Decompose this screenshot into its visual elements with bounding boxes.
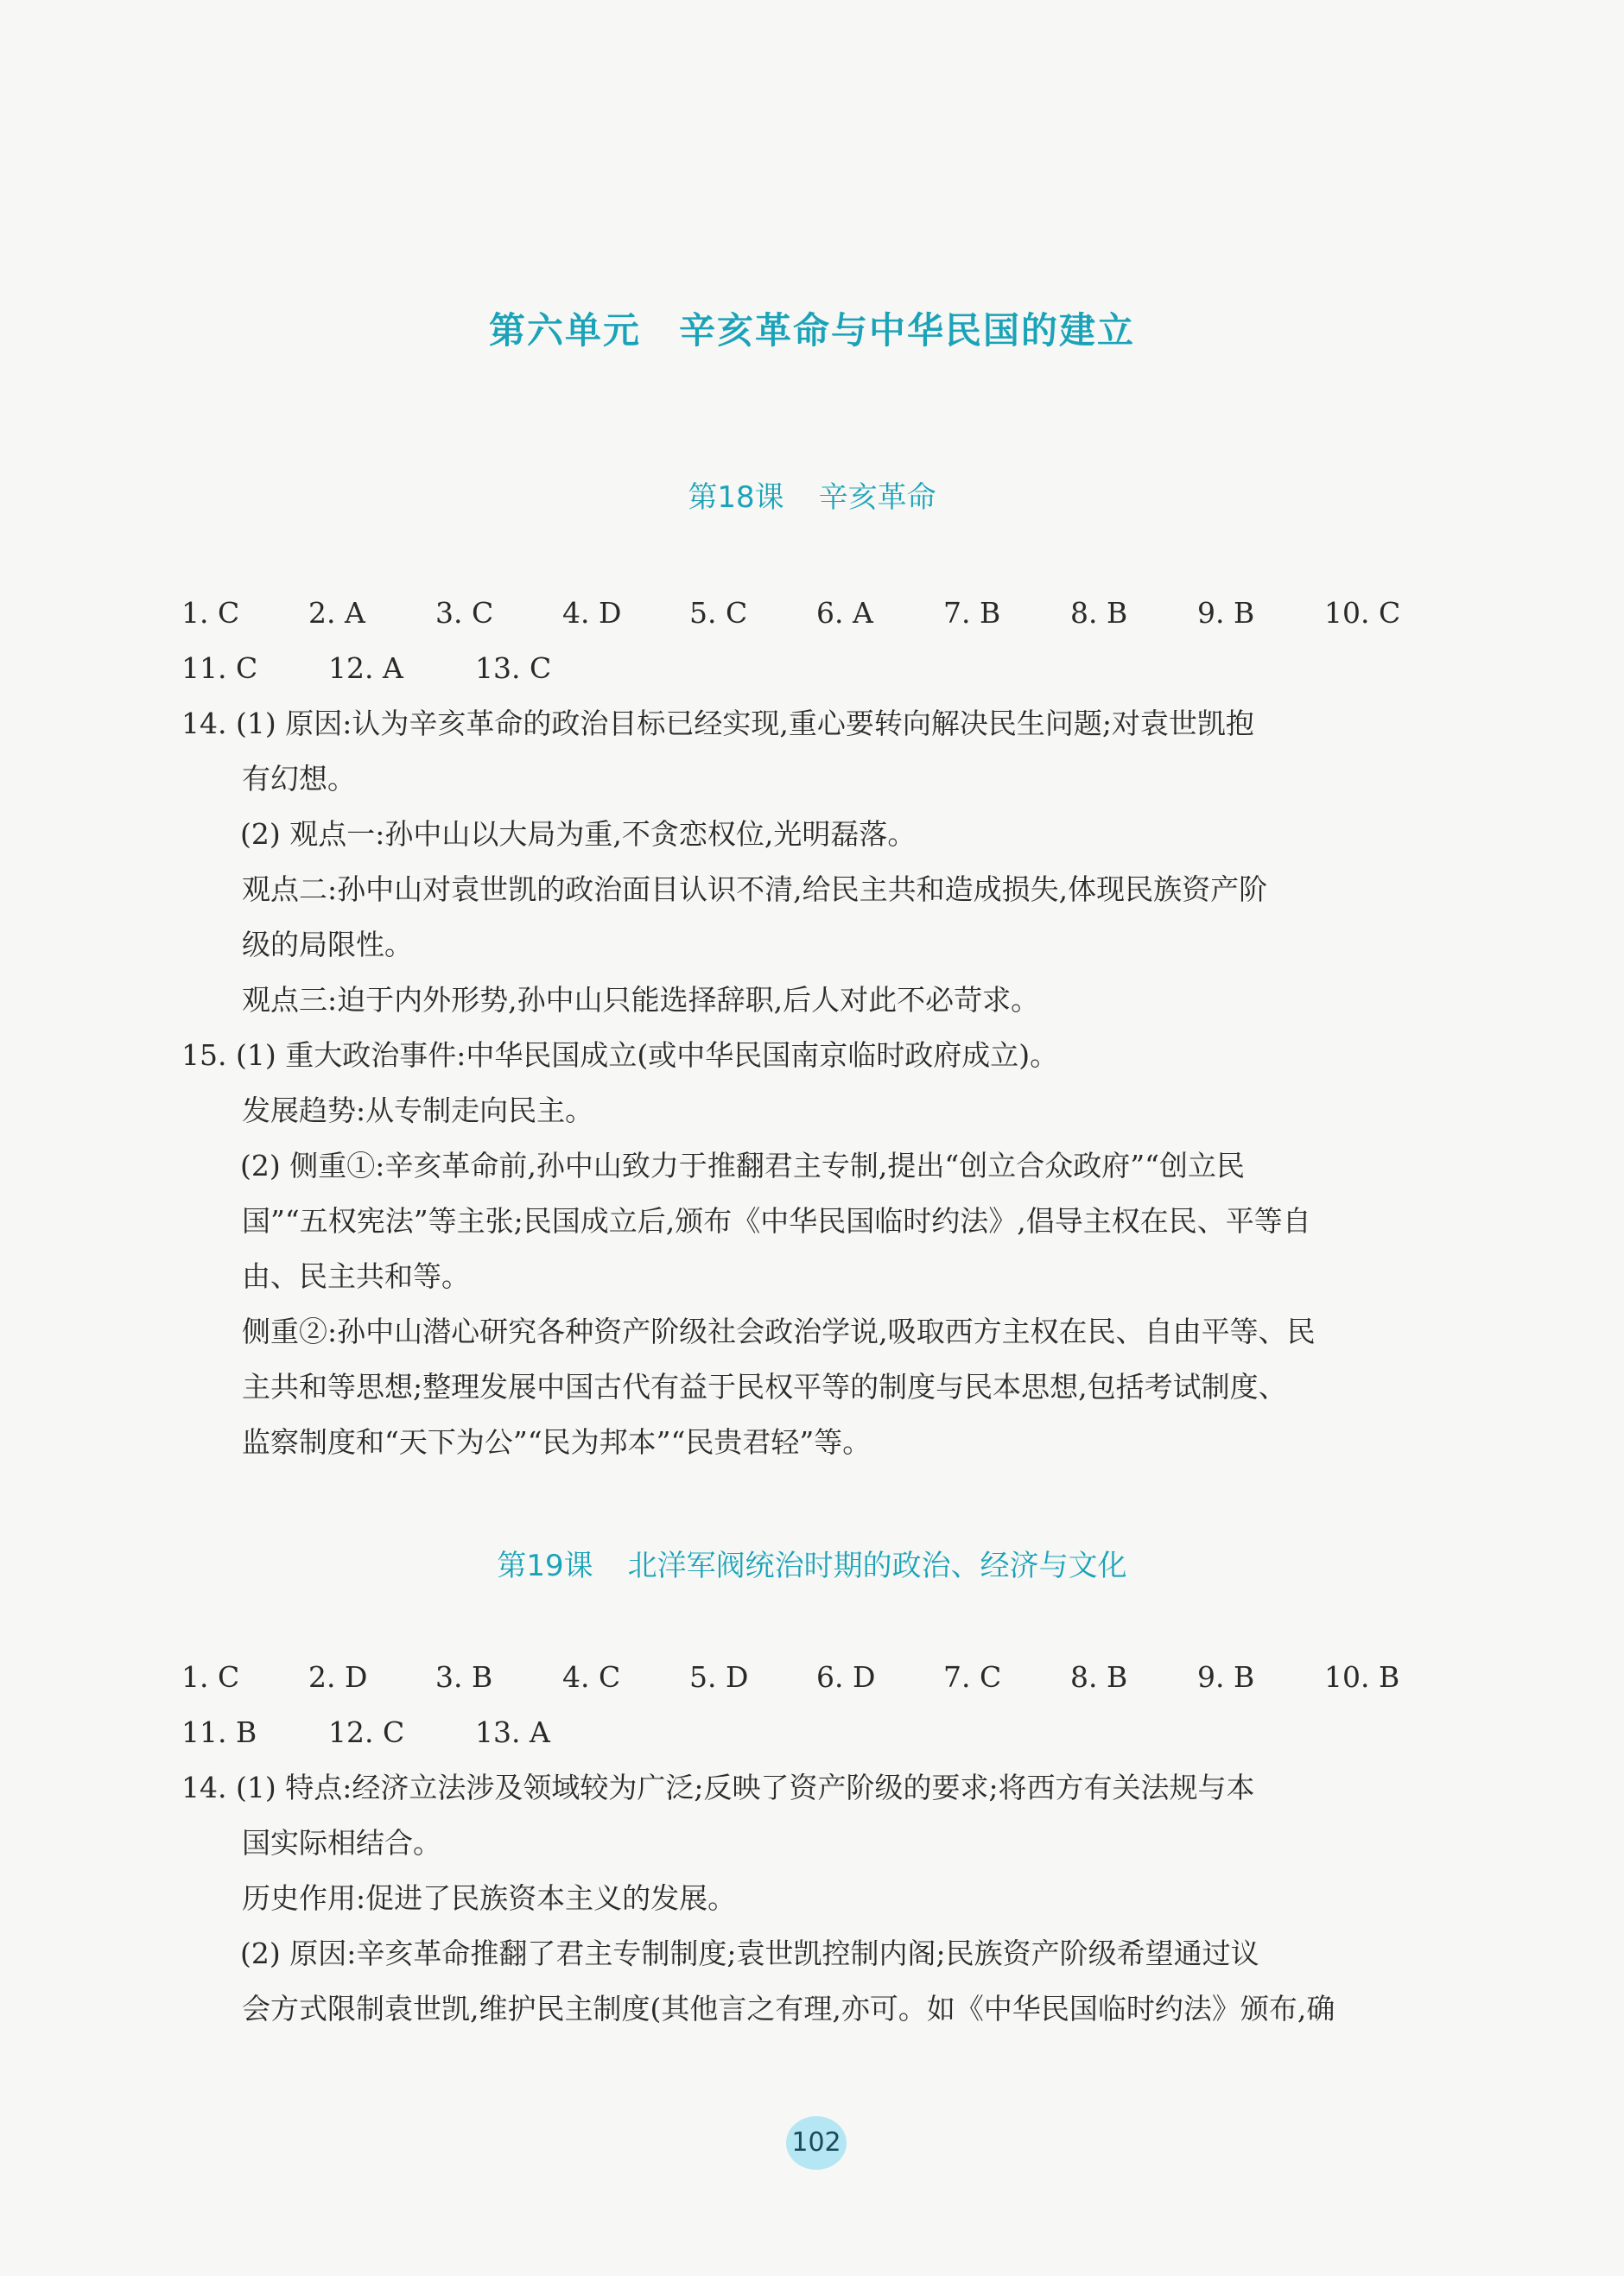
- answer-line: (2) 侧重①:辛亥革命前,孙中山致力于推翻君主专制,提出“创立合众政府”“创立民: [240, 1149, 1245, 1182]
- mc-answer: 9. B: [1197, 1660, 1255, 1694]
- answer-line: 14. (1) 特点:经济立法涉及领域较为广泛;反映了资产阶级的要求;将西方有关法规与本: [181, 1771, 1255, 1804]
- unit-title: 第六单元 辛亥革命与中华民国的建立: [488, 309, 1135, 352]
- answer-line: 历史作用:促进了民族资本主义的发展。: [242, 1881, 737, 1915]
- page-number-badge: 102: [786, 2116, 847, 2170]
- mc-answers-row-1: [181, 1650, 1477, 1705]
- mc-answer: 6. A: [816, 596, 873, 630]
- answer-line: 14. (1) 原因:认为辛亥革命的政治目标已经实现,重心要转向解决民生问题;对袁世凯抱: [181, 707, 1254, 740]
- answer-line: 会方式限制袁世凯,维护民主制度(其他言之有理,亦可。如《中华民国临时约法》颁布,确: [242, 1992, 1335, 2026]
- mc-answer: 1. C: [181, 596, 240, 630]
- mc-answer: 4. C: [562, 1660, 621, 1694]
- mc-answer: 10. C: [1324, 596, 1401, 630]
- answer-line: 国”“五权宪法”等主张;民国成立后,颁布《中华民国临时约法》,倡导主权在民、平等自: [242, 1204, 1311, 1238]
- lesson-18-number: 第18课: [688, 480, 784, 515]
- mc-answer: 2. A: [308, 596, 365, 630]
- mc-answer: 12. C: [328, 1715, 405, 1749]
- mc-answer: 8. B: [1070, 596, 1128, 630]
- lesson-19-title: [0, 1542, 1624, 1584]
- answer-line: 观点二:孙中山对袁世凯的政治面目认识不清,给民主共和造成损失,体现民族资产阶: [242, 872, 1268, 906]
- mc-answer: 5. C: [689, 596, 748, 630]
- mc-answers-row-2: [181, 1705, 1477, 1760]
- answer-line: 主共和等思想;整理发展中国古代有益于民权平等的制度与民本思想,包括考试制度、: [242, 1370, 1287, 1404]
- mc-answer: 11. C: [181, 651, 258, 685]
- mc-answer: 2. D: [308, 1660, 368, 1694]
- lesson-18-answers: [181, 586, 1477, 1470]
- answer-line: 由、民主共和等。: [242, 1259, 470, 1293]
- mc-answer: 10. B: [1324, 1660, 1400, 1694]
- answer-line: 有幻想。: [242, 762, 356, 796]
- mc-answer: 9. B: [1197, 596, 1255, 630]
- mc-answer: 7. C: [943, 1660, 1002, 1694]
- answer-line: 15. (1) 重大政治事件:中华民国成立(或中华民国南京临时政府成立)。: [181, 1038, 1059, 1072]
- lesson-18-name: 辛亥革命: [818, 480, 936, 515]
- mc-answer: 13. C: [475, 651, 552, 685]
- mc-answer: 3. B: [435, 1660, 493, 1694]
- answer-line: (2) 观点一:孙中山以大局为重,不贪恋权位,光明磊落。: [240, 817, 917, 851]
- mc-answer: 12. A: [328, 651, 403, 685]
- lesson-19-name: 北洋军阀统治时期的政治、经济与文化: [627, 1549, 1127, 1583]
- answer-line: 侧重②:孙中山潜心研究各种资产阶级社会政治学说,吸取西方主权在民、自由平等、民: [242, 1315, 1316, 1348]
- mc-answer: 5. D: [689, 1660, 749, 1694]
- answer-line: (2) 原因:辛亥革命推翻了君主专制制度;袁世凯控制内阁;民族资产阶级希望通过议: [240, 1937, 1259, 1970]
- answer-line: 国实际相结合。: [242, 1826, 441, 1860]
- answer-line: 监察制度和“天下为公”“民为邦本”“民贵君轻”等。: [242, 1425, 872, 1459]
- mc-answer: 3. C: [435, 596, 494, 630]
- answer-line: 级的局限性。: [242, 928, 413, 961]
- mc-answers-row-2: [181, 641, 1477, 696]
- mc-answer: 13. A: [475, 1715, 550, 1749]
- lesson-19-answers: [181, 1650, 1477, 2037]
- mc-answer: 1. C: [181, 1660, 240, 1694]
- mc-answer: 7. B: [943, 596, 1001, 630]
- mc-answer: 8. B: [1070, 1660, 1128, 1694]
- answer-line: 发展趋势:从专制走向民主。: [242, 1094, 594, 1127]
- lesson-19-number: 第19课: [497, 1549, 593, 1583]
- lesson-18-title: [0, 473, 1624, 516]
- answer-line: 观点三:迫于内外形势,孙中山只能选择辞职,后人对此不必苛求。: [242, 983, 1040, 1017]
- mc-answers-row-1: [181, 586, 1477, 641]
- mc-answer: 11. B: [181, 1715, 257, 1749]
- mc-answer: 4. D: [562, 596, 622, 630]
- mc-answer: 6. D: [816, 1660, 876, 1694]
